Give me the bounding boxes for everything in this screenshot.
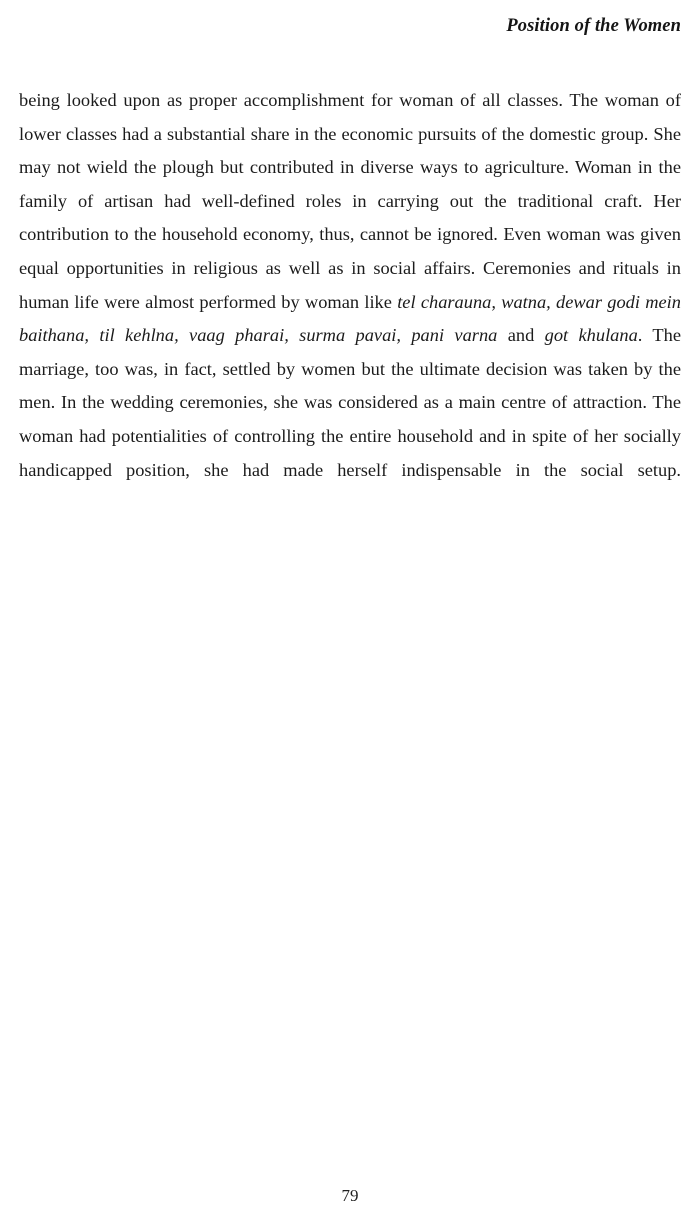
page-number: 79 bbox=[341, 1186, 359, 1205]
paragraph-segment-roman-2: and bbox=[497, 325, 545, 346]
paragraph-segment-roman-1: being looked upon as proper accomplishment for woman of all classes. The woman of lower classes had a substantial share in the economic pursuits of the domestic group. She may not wield the plough but contributed in diverse ways to agriculture. Woman in the family of artisan had well-defined roles in carrying out the traditional craft. Her contribution to the household economy, thus, cannot be ignored. Even woman was given equal opportunities in religious as well as in social affairs. Ceremonies and rituals in human life were almost performed by woman like bbox=[19, 90, 681, 312]
paragraph-segment-roman-3: . The marriage, too was, in fact, settled by women but the ultimate decision was taken by the men. In the wedding ceremonies, she was considered as a main centre of attraction. The woman had potentialities of controlling the entire household and in spite of her socially handicapped position, she had made herself indispensable in the social setup. bbox=[19, 325, 681, 480]
body-text-block bbox=[19, 84, 681, 521]
paragraph-segment-italic-terms-2: got khulana bbox=[544, 325, 638, 346]
paragraph-segment-italic-terms-1: tel charauna, watna, dewar godi mein baithana, til kehlna, vaag pharai, surma pavai, pani varna bbox=[19, 291, 681, 346]
body-paragraph bbox=[19, 84, 681, 521]
running-head: Position of the Women bbox=[506, 16, 681, 36]
